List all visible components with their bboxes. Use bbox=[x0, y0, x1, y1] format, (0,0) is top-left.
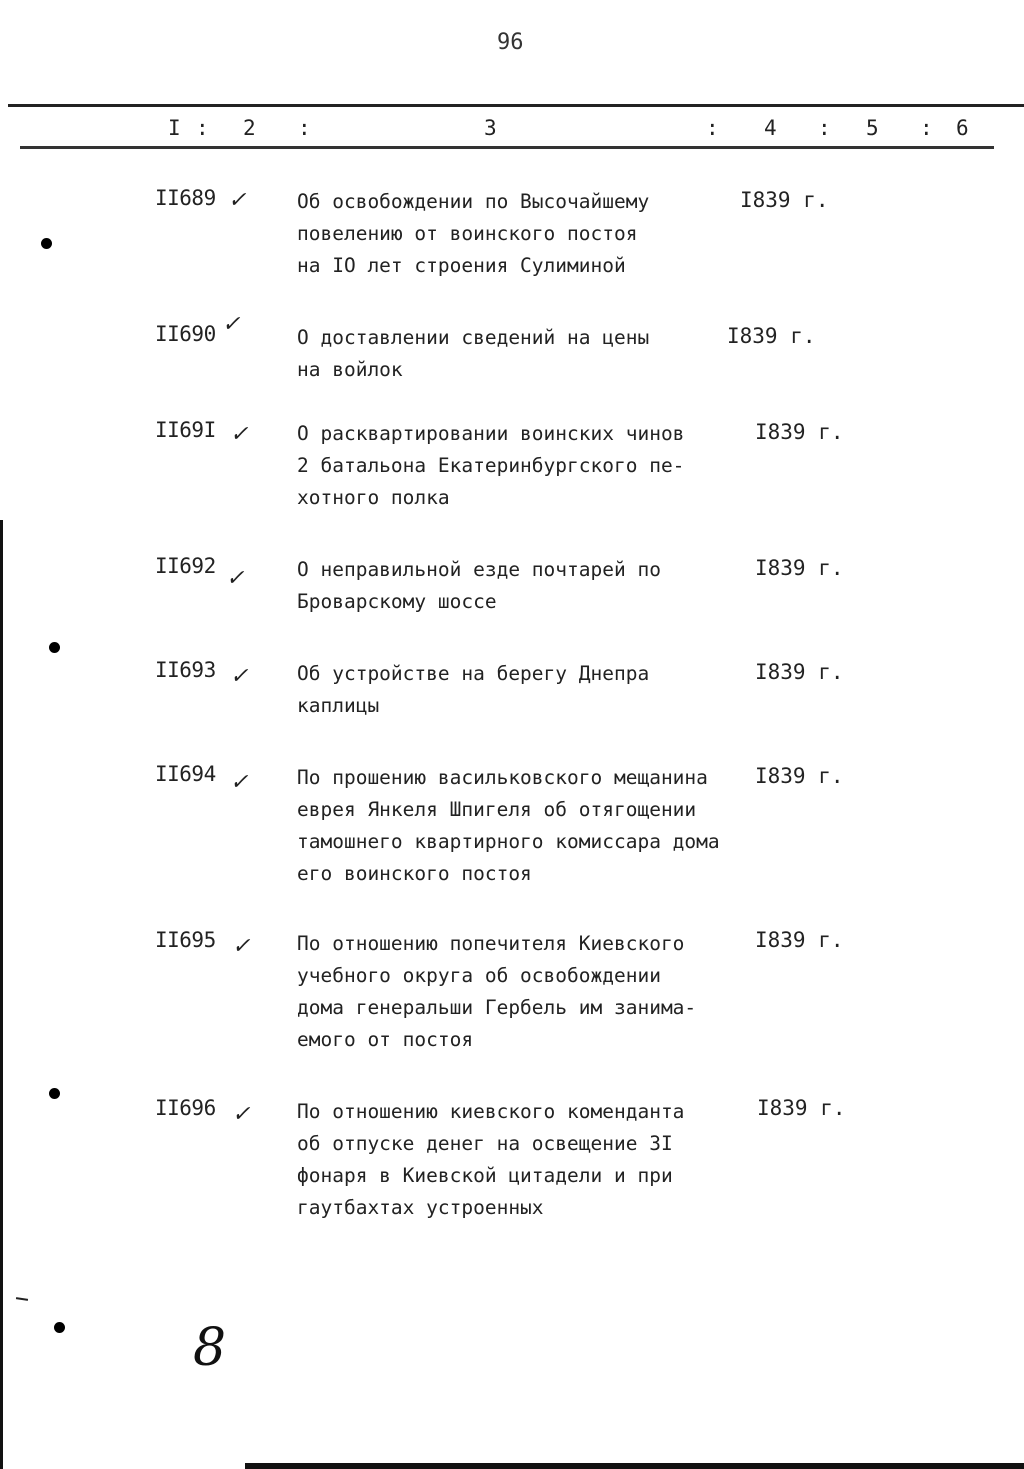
checkmark-icon: ✓ bbox=[230, 664, 249, 689]
page-number: 96 bbox=[497, 30, 524, 55]
column-header-3: 3 bbox=[484, 116, 497, 140]
entry-description: О неправильной езде почтарей по Броварскому шоссе bbox=[297, 558, 661, 613]
entry-description: Об устройстве на берегу Днепра каплицы bbox=[297, 662, 650, 717]
entry-number: II692 bbox=[155, 554, 216, 578]
entry-year: I839 г. bbox=[755, 764, 844, 788]
binding-hole-dot bbox=[49, 1088, 60, 1099]
column-separator: : bbox=[706, 116, 719, 140]
checkmark-icon: ✓ bbox=[232, 1102, 251, 1127]
column-header-4: 4 bbox=[764, 116, 777, 140]
column-header-6: 6 bbox=[956, 116, 969, 140]
column-separator: : bbox=[818, 116, 831, 140]
column-header-1: I bbox=[168, 116, 181, 140]
entry-description: По отношению киевского коменданта об отпуске денег на освещение 3I фонаря в Киевской цитадели и при гаутбахтах устроенных bbox=[297, 1100, 685, 1219]
column-header-2: 2 bbox=[243, 116, 256, 140]
entry-description: О расквартировании воинских чинов 2 батальона Екатеринбургского пе- хотного полка bbox=[297, 422, 685, 509]
binding-hole-dot bbox=[41, 238, 52, 249]
column-header-5: 5 bbox=[866, 116, 879, 140]
margin-dash-mark bbox=[16, 1297, 28, 1301]
checkmark-icon: ✓ bbox=[232, 934, 251, 959]
scan-left-edge bbox=[0, 520, 3, 1469]
entry-year: I839 г. bbox=[727, 324, 816, 348]
entry-number: II690 bbox=[155, 322, 216, 346]
checkmark-icon: ✓ bbox=[226, 566, 245, 591]
header-bottom-rule bbox=[20, 146, 994, 149]
column-separator: : bbox=[298, 116, 311, 140]
entry-number: II693 bbox=[155, 658, 216, 682]
entry-number: II696 bbox=[155, 1096, 216, 1120]
entry-year: I839 г. bbox=[755, 420, 844, 444]
entry-number: II695 bbox=[155, 928, 216, 952]
entry-description: По отношению попечителя Киевского учебного округа об освобождении дома генеральши Гербель им занима- емого от постоя bbox=[297, 932, 697, 1051]
binding-hole-dot bbox=[49, 642, 60, 653]
checkmark-icon: ✓ bbox=[230, 770, 249, 795]
entry-year: I839 г. bbox=[755, 660, 844, 684]
checkmark-icon: ✓ bbox=[222, 312, 241, 337]
header-top-rule bbox=[8, 104, 1024, 107]
entry-description: О доставлении сведений на цены на войлок bbox=[297, 326, 650, 381]
entry-year: I839 г. bbox=[755, 928, 844, 952]
binding-hole-dot bbox=[54, 1322, 65, 1333]
entry-year: I839 г. bbox=[757, 1096, 846, 1120]
entry-year: I839 г. bbox=[755, 556, 844, 580]
checkmark-icon: ✓ bbox=[230, 422, 249, 447]
entry-year: I839 г. bbox=[740, 188, 829, 212]
entry-number: II689 bbox=[155, 186, 216, 210]
scan-bottom-edge bbox=[245, 1463, 1024, 1469]
entry-number: II694 bbox=[155, 762, 216, 786]
checkmark-icon: ✓ bbox=[228, 188, 247, 213]
entry-description: По прошению васильковского мещанина еврея Янкеля Шпигеля об отягощении тамошнего квартирного комиссара дома его воинского постоя bbox=[297, 766, 720, 885]
handwritten-mark: 8 bbox=[193, 1318, 227, 1378]
entry-number: II69I bbox=[155, 418, 216, 442]
entry-description: Об освобождении по Высочайшему повелению от воинского постоя на IO лет строения Сулиминой bbox=[297, 190, 650, 277]
column-separator: : bbox=[196, 116, 209, 140]
column-separator: : bbox=[920, 116, 933, 140]
